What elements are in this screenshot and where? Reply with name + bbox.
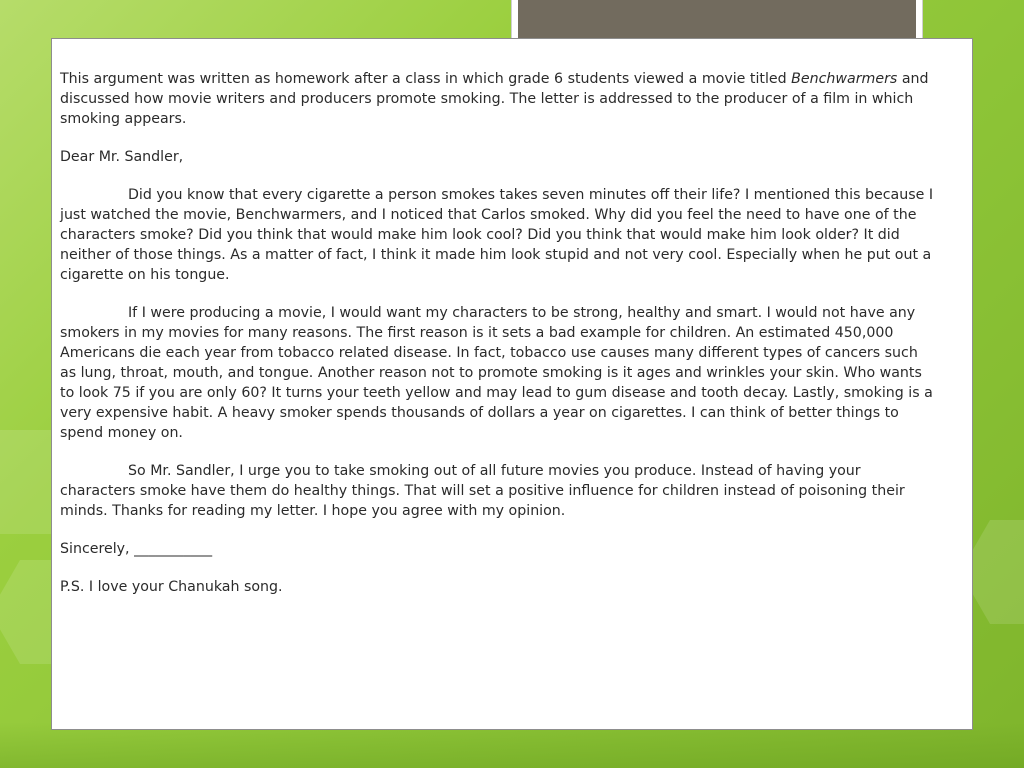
intro-paragraph [60, 69, 934, 129]
body-paragraph-2 [60, 303, 934, 443]
intro-text-2: and discussed how movie writers and producers promote smoking. The letter is addressed to the producer of a film in which smoking appears. [60, 71, 929, 127]
intro-text-1: This argument was written as homework after a class in which grade 6 students viewed a movie titled [60, 71, 792, 87]
paragraph-1-text: Did you know that every cigarette a person smokes takes seven minutes off their life? I mentioned this because I just watched the movie, Benchwarmers, and I noticed that Carlos smoked. Why did you feel the need to have one of the characters smoke? Did you think that would make him look cool? Did you think that would make him look older? It did neither of those things. As a matter of fact, I think it made him look stupid and not very cool. Especially when he put out a cigarette on his tongue. [60, 187, 934, 283]
salutation: Dear Mr. Sandler, [60, 149, 184, 165]
paragraph-2-text: If I were producing a movie, I would want my characters to be strong, healthy and smart. I would not have any smokers in my movies for many reasons. The first reason is it sets a bad example for children. An estimated 450,000 Americans die each year from tobacco related disease. In fact, tobacco use causes many different types of cancers such as lung, throat, mouth, and tongue. Another reason not to promote smoking is it ages and wrinkles your skin. Who wants to look 75 if you are only 60? It turns your teeth yellow and may lead to gum disease and tooth decay. Lastly, smoking is a very expensive habit. A heavy smoker spends thousands of dollars a year on cigarettes. I can think of better things to spend money on. [60, 305, 933, 441]
postscript: P.S. I love your Chanukah song. [60, 579, 283, 595]
letter-document [51, 38, 973, 730]
paragraph-3-text: So Mr. Sandler, I urge you to take smoking out of all future movies you produce. Instead of having your characters smoke have them do healthy things. That will set a positive influence for children instead of poisoning their minds. Thanks for reading my letter. I hope you agree with my opinion. [60, 463, 905, 519]
body-paragraph-1 [60, 185, 934, 285]
closing: Sincerely, ___________ [60, 541, 213, 557]
movie-title: Benchwarmers [791, 71, 898, 87]
body-paragraph-3 [60, 461, 934, 521]
